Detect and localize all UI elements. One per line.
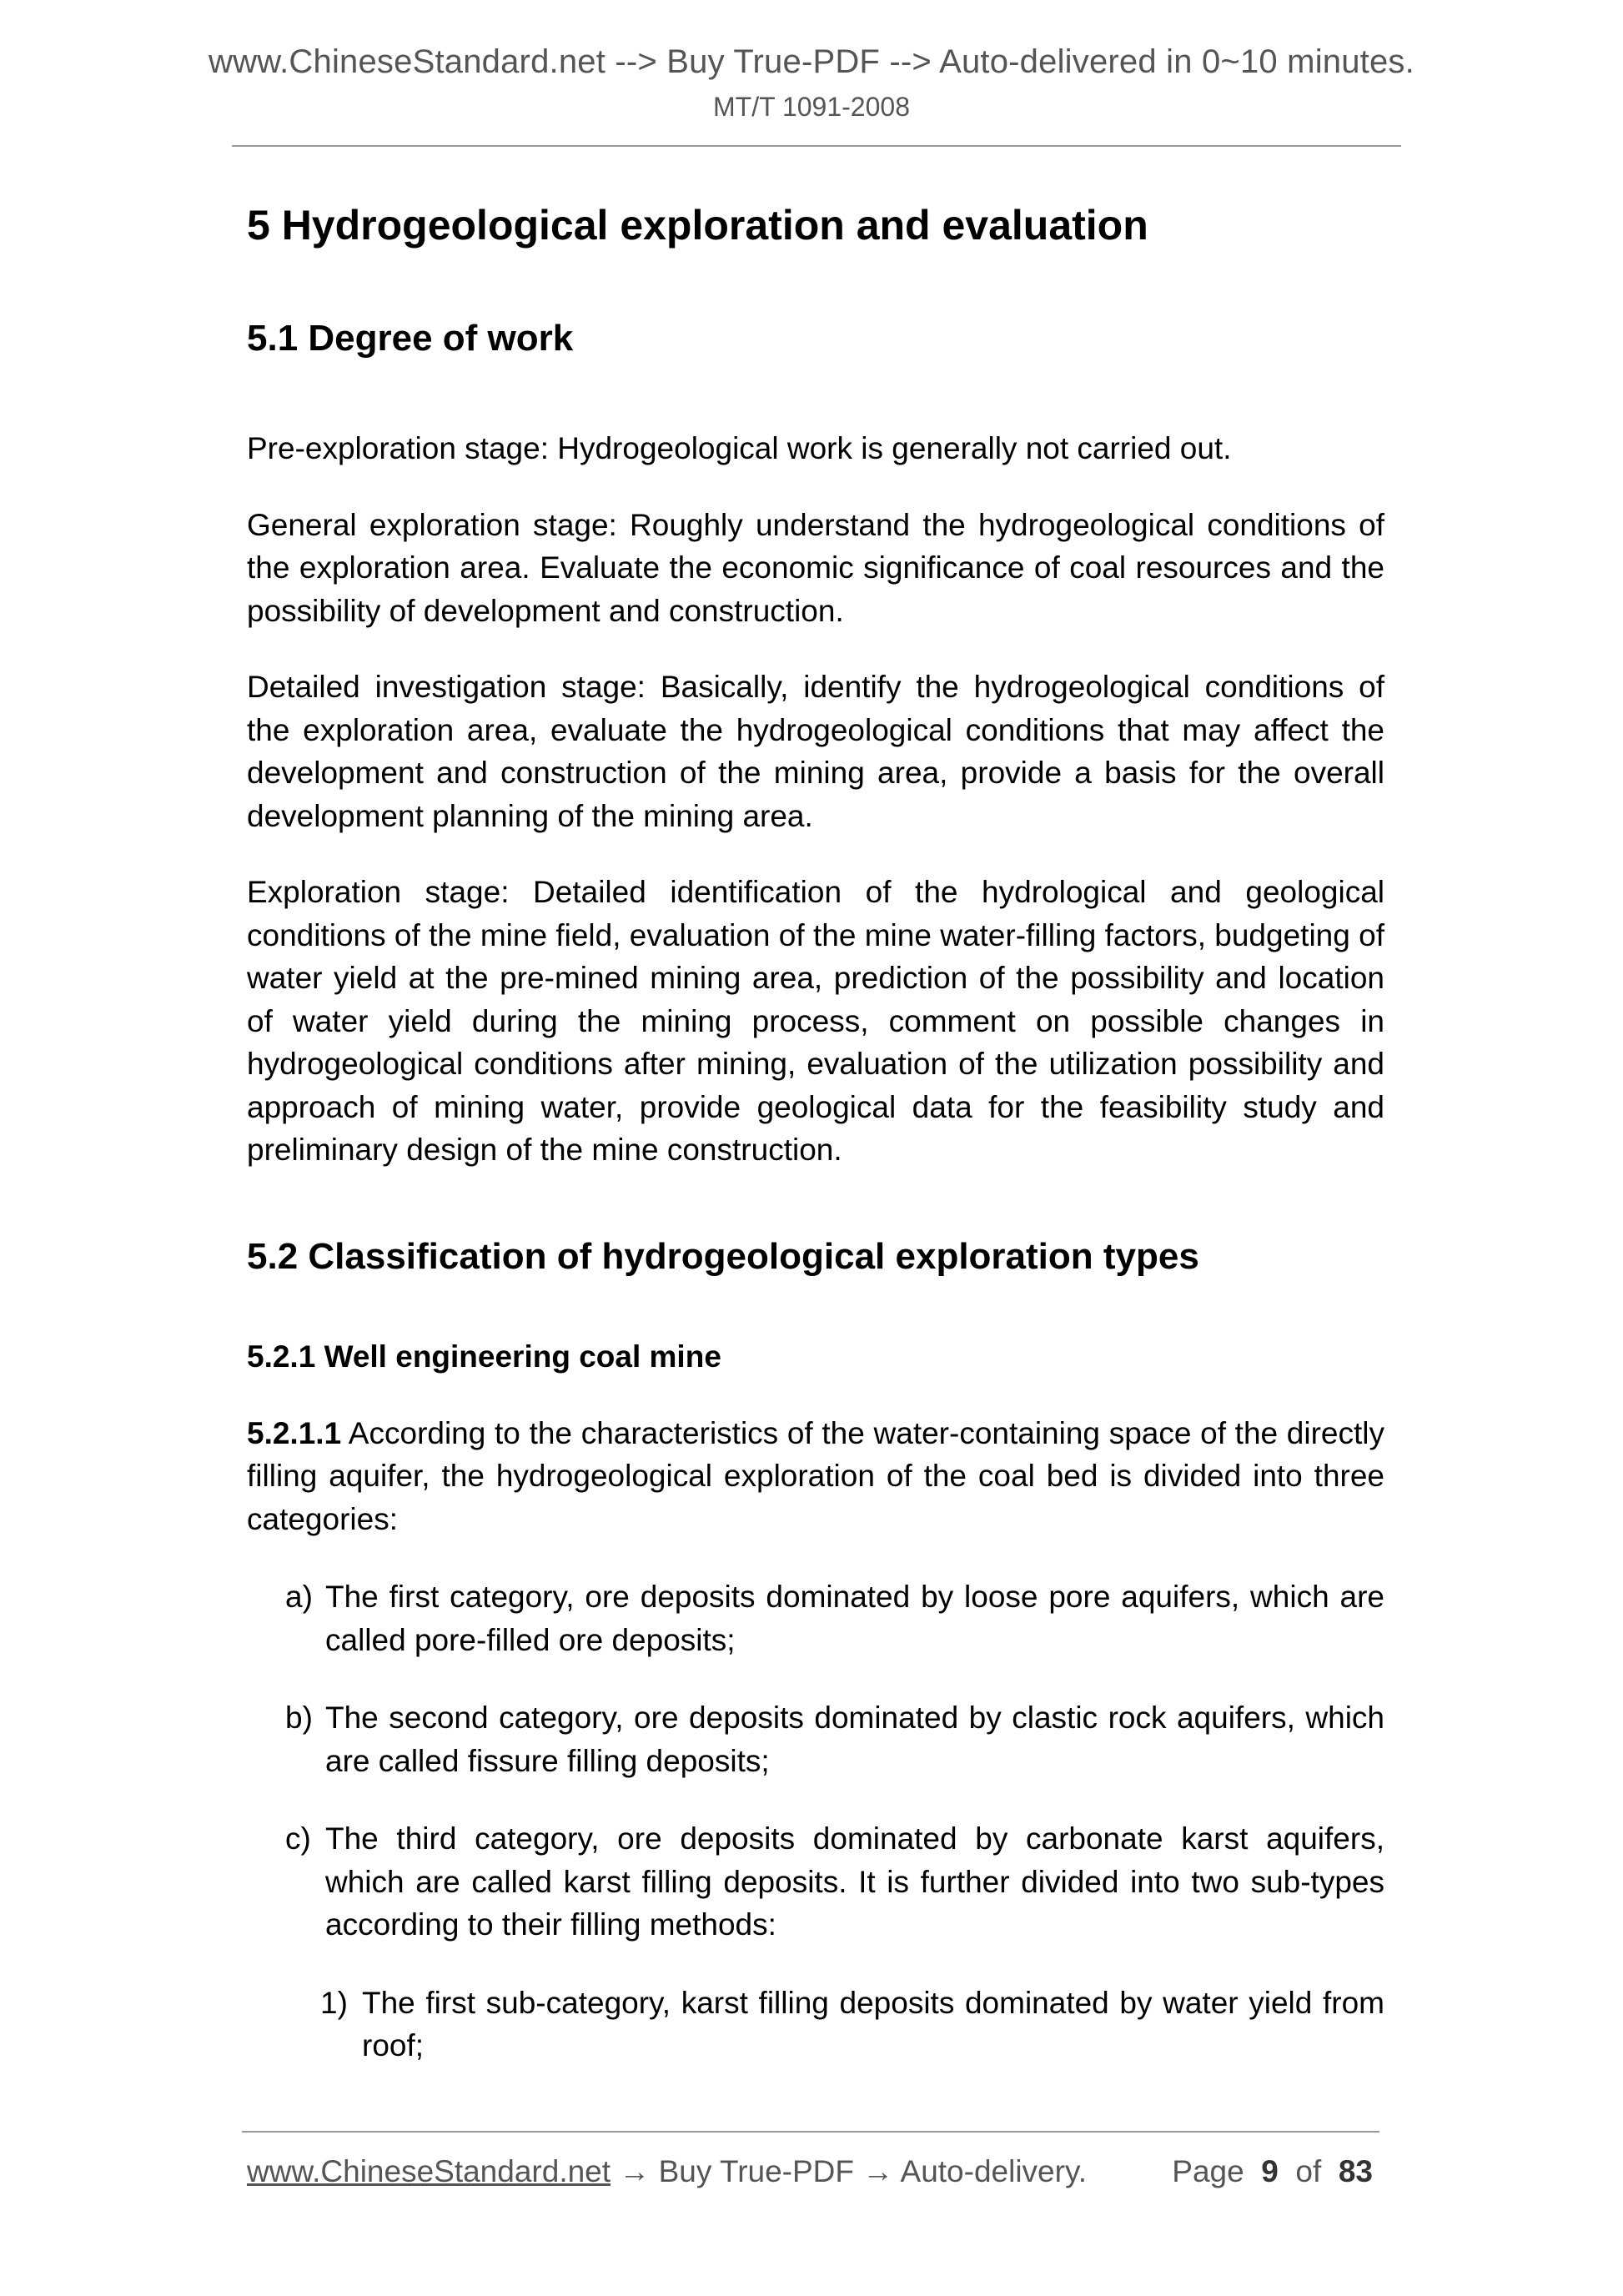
page-footer [247,2154,1373,2189]
list-marker: a) [285,1580,313,1614]
list-item [285,1696,1384,1782]
paragraph-detailed-investigation: Detailed investigation stage: Basically, identify the hydrogeological conditions of the exploration area, evaluate the hydrogeological conditions that may affect the development and construction of the mining area, provide a basis for the overall development planning of the mining area. [247,670,1384,833]
header-banner: www.ChineseStandard.net --> Buy True-PDF --> Auto-delivered in 0~10 minutes. [209,43,1414,80]
subcategory-list [247,1982,1384,2067]
of-label: of [1295,2154,1322,2188]
footer-tagline: → Buy True-PDF → Auto-delivery. [611,2154,1087,2188]
header-divider [232,145,1401,147]
list-item [285,1817,1384,1947]
list-marker: c) [285,1821,311,1856]
paragraph-pre-exploration: Pre-exploration stage: Hydrogeological work is generally not carried out. [247,431,1232,465]
footer-site-link[interactable]: www.ChineseStandard.net [247,2154,611,2188]
section-5-heading: 5 Hydrogeological exploration and evaluation [247,202,1148,249]
standard-number: MT/T 1091-2008 [713,92,910,122]
paragraph-general-exploration: General exploration stage: Roughly understand the hydrogeological conditions of the exploration area. Evaluate the economic significance of coal resources and the possibility of development and construction. [247,507,1384,628]
page-label: Page [1172,2154,1244,2188]
list-item-text: The first category, ore deposits dominated by loose pore aquifers, which are called pore-filled ore deposits; [325,1580,1384,1657]
list-item [320,1982,1384,2067]
list-marker: b) [285,1701,313,1735]
list-marker: 1) [320,1985,348,2020]
list-item-text: The third category, ore deposits dominated by carbonate karst aquifers, which are called karst filling deposits. It is further divided into two sub-types according to their filling methods: [325,1821,1384,1942]
category-list [247,1575,1384,1947]
list-item-text: The first sub-category, karst filling deposits dominated by water yield from roof; [362,1985,1384,2062]
document-body [247,193,1384,2067]
section-5-2-1-heading: 5.2.1 Well engineering coal mine [247,1339,721,1374]
page-indicator [1172,2154,1373,2189]
section-5-1-heading: 5.1 Degree of work [247,318,574,359]
footer-divider [242,2131,1379,2133]
section-5-2-heading: 5.2 Classification of hydrogeological exploration types [247,1235,1199,1277]
page-number: 9 [1261,2154,1279,2188]
clause-5-2-1-1 [247,1412,1384,1541]
list-item-text: The second category, ore deposits dominated by clastic rock aquifers, which are called fissure filling deposits; [325,1701,1384,1778]
list-item [285,1575,1384,1661]
paragraph-exploration-stage: Exploration stage: Detailed identification of the hydrological and geological conditions of the mine field, evaluation of the mine water-filling factors, budgeting of water yield at the pre-mined mining area, prediction of the possibility and location of water yield during the mining process, comment on possible changes in hydrogeological conditions after mining, evaluation of the utilization possibility and approach of mining water, provide geological data for the feasibility study and preliminary design of the mine construction. [247,875,1384,1167]
clause-text: According to the characteristics of the water-containing space of the directly filling aquifer, the hydrogeological exploration of the coal bed is divided into three categories: [247,1415,1384,1536]
page-total: 83 [1338,2154,1373,2188]
clause-number: 5.2.1.1 [247,1415,342,1450]
footer-left [247,2154,1087,2189]
